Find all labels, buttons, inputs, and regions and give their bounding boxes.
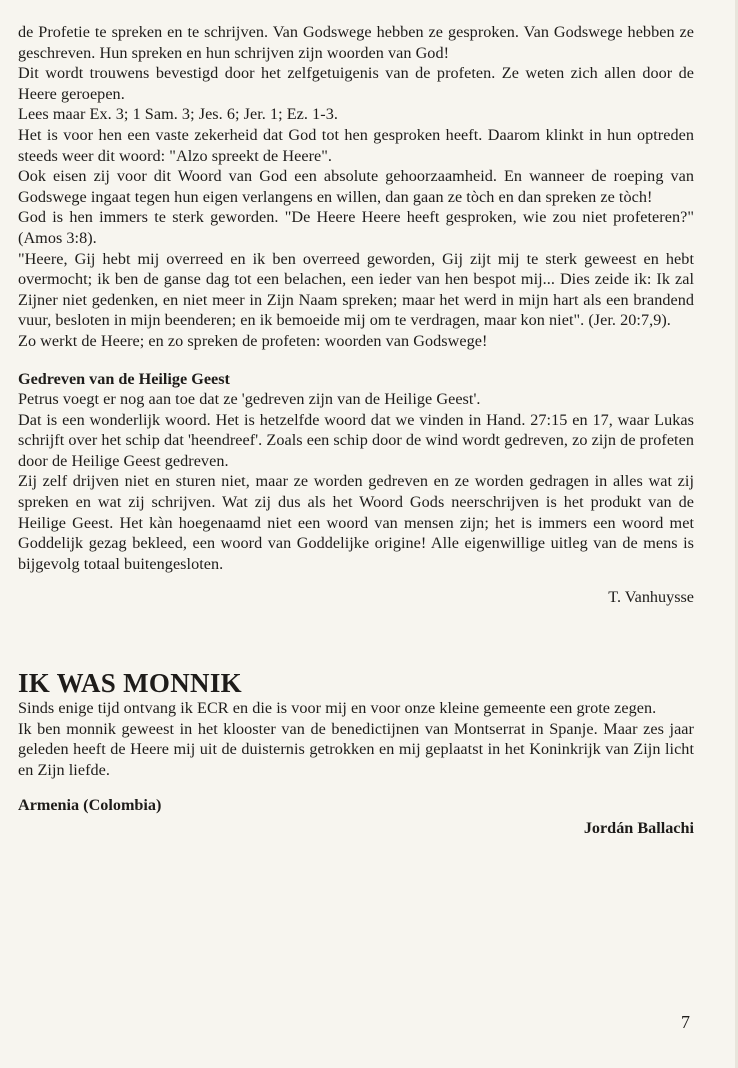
paragraph: Dat is een wonderlijk woord. Het is hetzelfde woord dat we vinden in Hand. 27:15 en 17, waar Lukas schrijft over het schip dat 'heendreef'. Zoals een schip door de wind wordt gedreven, zo zijn de profeten door de Heilige Geest gedreven. [18, 410, 694, 470]
paragraph: de Profetie te spreken en te schrijven. Van Godswege hebben ze gesproken. Van Godswege hebben ze geschreven. Hun spreken en hun schrijven zijn woorden van God! [18, 23, 694, 62]
paragraph: Ik ben monnik geweest in het klooster van de benedictijnen van Montserrat in Spanje. Maar zes jaar geleden heeft de Heere mij uit de duisternis getrokken en mij geplaatst in het Koninkrijk van Zijn licht en Zijn liefde. [18, 719, 694, 779]
article-title: IK WAS MONNIK [18, 668, 242, 699]
section-gedreven [18, 369, 694, 609]
page-content [18, 22, 694, 839]
signature: T. Vanhuysse [608, 588, 694, 607]
paragraph: "Heere, Gij hebt mij overreed en ik ben overreed geworden, Gij zijt mij te sterk geweest en hebt overmocht; ik ben de ganse dag tot een belachen, een ieder van hen bespot mij... Dies zeide ik: Ik zal Zijner niet gedenken, en niet meer in Zijn Naam spreken; maar het werd in mijn hart als een brandend vuur, besloten in mijn beenderen; en ik bemoeide mij om te verdragen, maar kon niet". (Jer. 20:7,9). [18, 249, 694, 330]
paragraph: Dit wordt trouwens bevestigd door het zelfgetuigenis van de profeten. Ze weten zich allen door de Heere geroepen. [18, 64, 694, 103]
article-location: Armenia (Colombia) [18, 796, 162, 815]
article-author: Jordán Ballachi [583, 819, 694, 837]
paragraph: Lees maar Ex. 3; 1 Sam. 3; Jes. 6; Jer. 1; Ez. 1-3. [18, 105, 338, 124]
paragraph: Sinds enige tijd ontvang ik ECR en die is voor mij en voor onze kleine gemeente een grote zegen. [18, 699, 657, 718]
paragraph: Zij zelf drijven niet en sturen niet, maar ze worden gedreven en ze worden gedragen in alles wat zij spreken en wat zij schrijven. Wat zij dus als het Woord Gods neerschrijven is het produkt van de Heilige Geest. Het kàn hoegenaamd niet een woord van mensen zijn; het is immers een woord met Goddelijk gezag bekleed, een woord van Goddelijke origine! Alle eigenwillige uitleg van de mens is bijgevolg totaal buitengesloten. [18, 472, 694, 573]
section-heading: Gedreven van de Heilige Geest [18, 369, 230, 388]
paragraph: Ook eisen zij voor dit Woord van God een absolute gehoorzaamheid. En wanneer de roeping van Godswege ingaat tegen hun eigen verlangens en willen, dan gaan ze tòch en dan spreken ze tòch! [18, 167, 694, 206]
page-number: 7 [681, 1012, 690, 1032]
paragraph: Petrus voegt er nog aan toe dat ze 'gedreven zijn van de Heilige Geest'. [18, 390, 481, 409]
paragraph: God is hen immers te sterk geworden. "De Heere Heere heeft gesproken, wie zou niet profeteren?" (Amos 3:8). [18, 208, 694, 247]
paragraph: Het is voor hen een vaste zekerheid dat God tot hen gesproken heeft. Daarom klinkt in hun optreden steeds weer dit woord: "Alzo spreekt de Heere". [18, 125, 694, 165]
paragraph: Zo werkt de Heere; en zo spreken de profeten: woorden van Godswege! [18, 331, 488, 350]
article-ik-was-monnik [18, 668, 694, 839]
section-profeten-text [18, 22, 694, 352]
